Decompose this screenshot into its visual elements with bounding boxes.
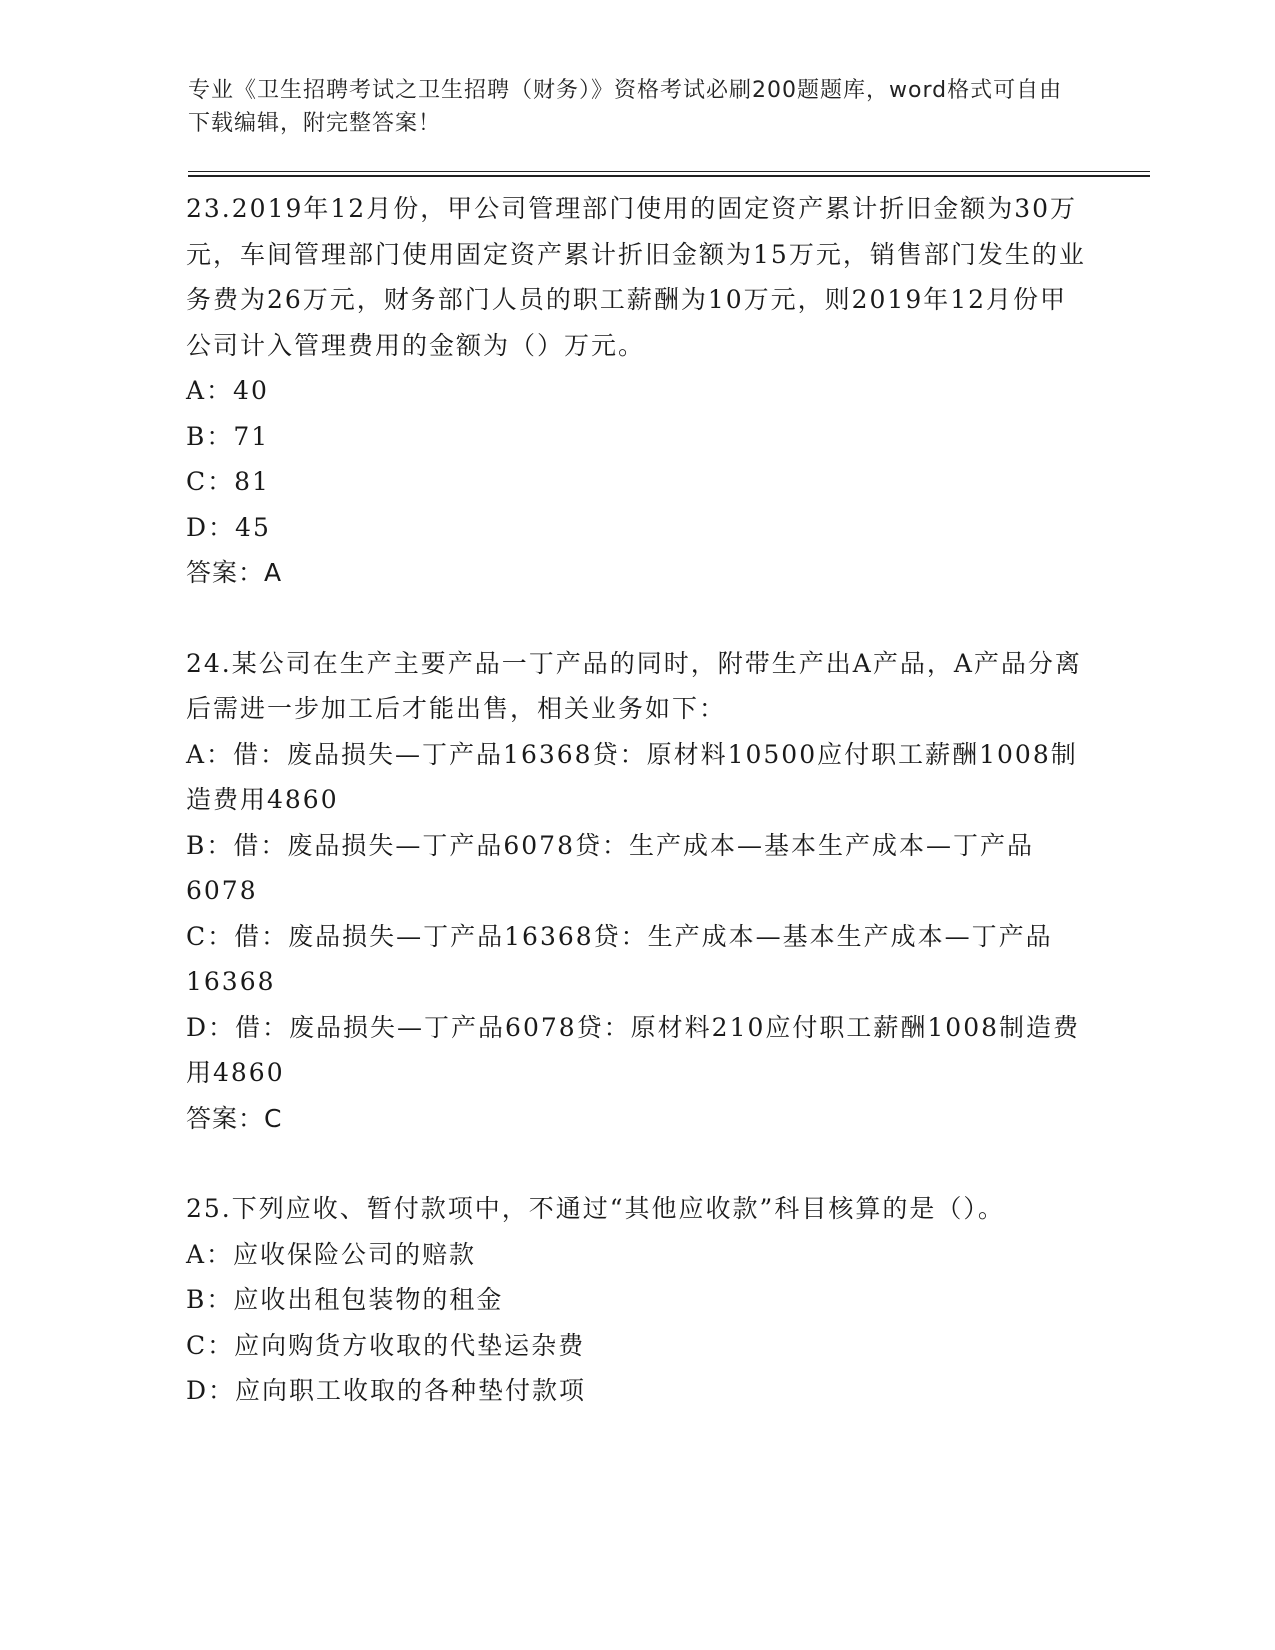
question-stem: 23.2019年12月份，甲公司管理部门使用的固定资产累计折旧金额为30万元，车间管理部门使用固定资产累计折旧金额为15万元，销售部门发生的业务费为26万元，财务部门人员的职工薪酬为10万元，则2019年12月份甲公司计入管理费用的金额为（）万元。 bbox=[186, 194, 1086, 360]
header-divider-thick bbox=[188, 175, 1150, 177]
option-c: C：借：废品损失—丁产品16368贷：生产成本—基本生产成本—丁产品16368 bbox=[186, 921, 1053, 996]
question-25 bbox=[186, 1186, 1086, 1414]
option-a: A：40 bbox=[186, 376, 269, 405]
question-list bbox=[186, 186, 1086, 1414]
option-b: B：借：废品损失—丁产品6078贷：生产成本—基本生产成本—丁产品6078 bbox=[186, 830, 1034, 905]
option-d: D：借：废品损失—丁产品6078贷：原材料210应付职工薪酬1008制造费用4860 bbox=[186, 1012, 1081, 1087]
option-a: A：借：废品损失—丁产品16368贷：原材料10500应付职工薪酬1008制造费用4860 bbox=[186, 739, 1078, 814]
question-23 bbox=[186, 186, 1086, 596]
question-24 bbox=[186, 641, 1086, 1142]
option-a: A：应收保险公司的赔款 bbox=[186, 1239, 477, 1269]
option-b: B：应收出租包装物的租金 bbox=[186, 1285, 504, 1314]
question-stem: 24.某公司在生产主要产品一丁产品的同时，附带生产出A产品，A产品分离后需进一步加工后才能出售，相关业务如下： bbox=[186, 648, 1082, 723]
question-stem: 25.下列应收、暂付款项中，不通过“其他应收款”科目核算的是（）。 bbox=[186, 1194, 1005, 1223]
header-divider-thin bbox=[188, 171, 1150, 172]
question-spacer bbox=[186, 1141, 1086, 1186]
option-b: B：71 bbox=[186, 421, 270, 451]
question-spacer bbox=[186, 596, 1086, 641]
answer-line: 答案：C bbox=[186, 1103, 283, 1133]
option-c: C：应向购货方收取的代垫运杂费 bbox=[186, 1330, 586, 1360]
option-d: D：45 bbox=[186, 512, 271, 542]
option-d: D：应向职工收取的各种垫付款项 bbox=[186, 1376, 587, 1405]
option-c: C：81 bbox=[186, 467, 270, 496]
answer-line: 答案：A bbox=[186, 558, 283, 587]
page-header: 专业《卫生招聘考试之卫生招聘（财务）》资格考试必刷200题题库，word格式可自由下载编辑，附完整答案！ bbox=[188, 78, 1063, 136]
